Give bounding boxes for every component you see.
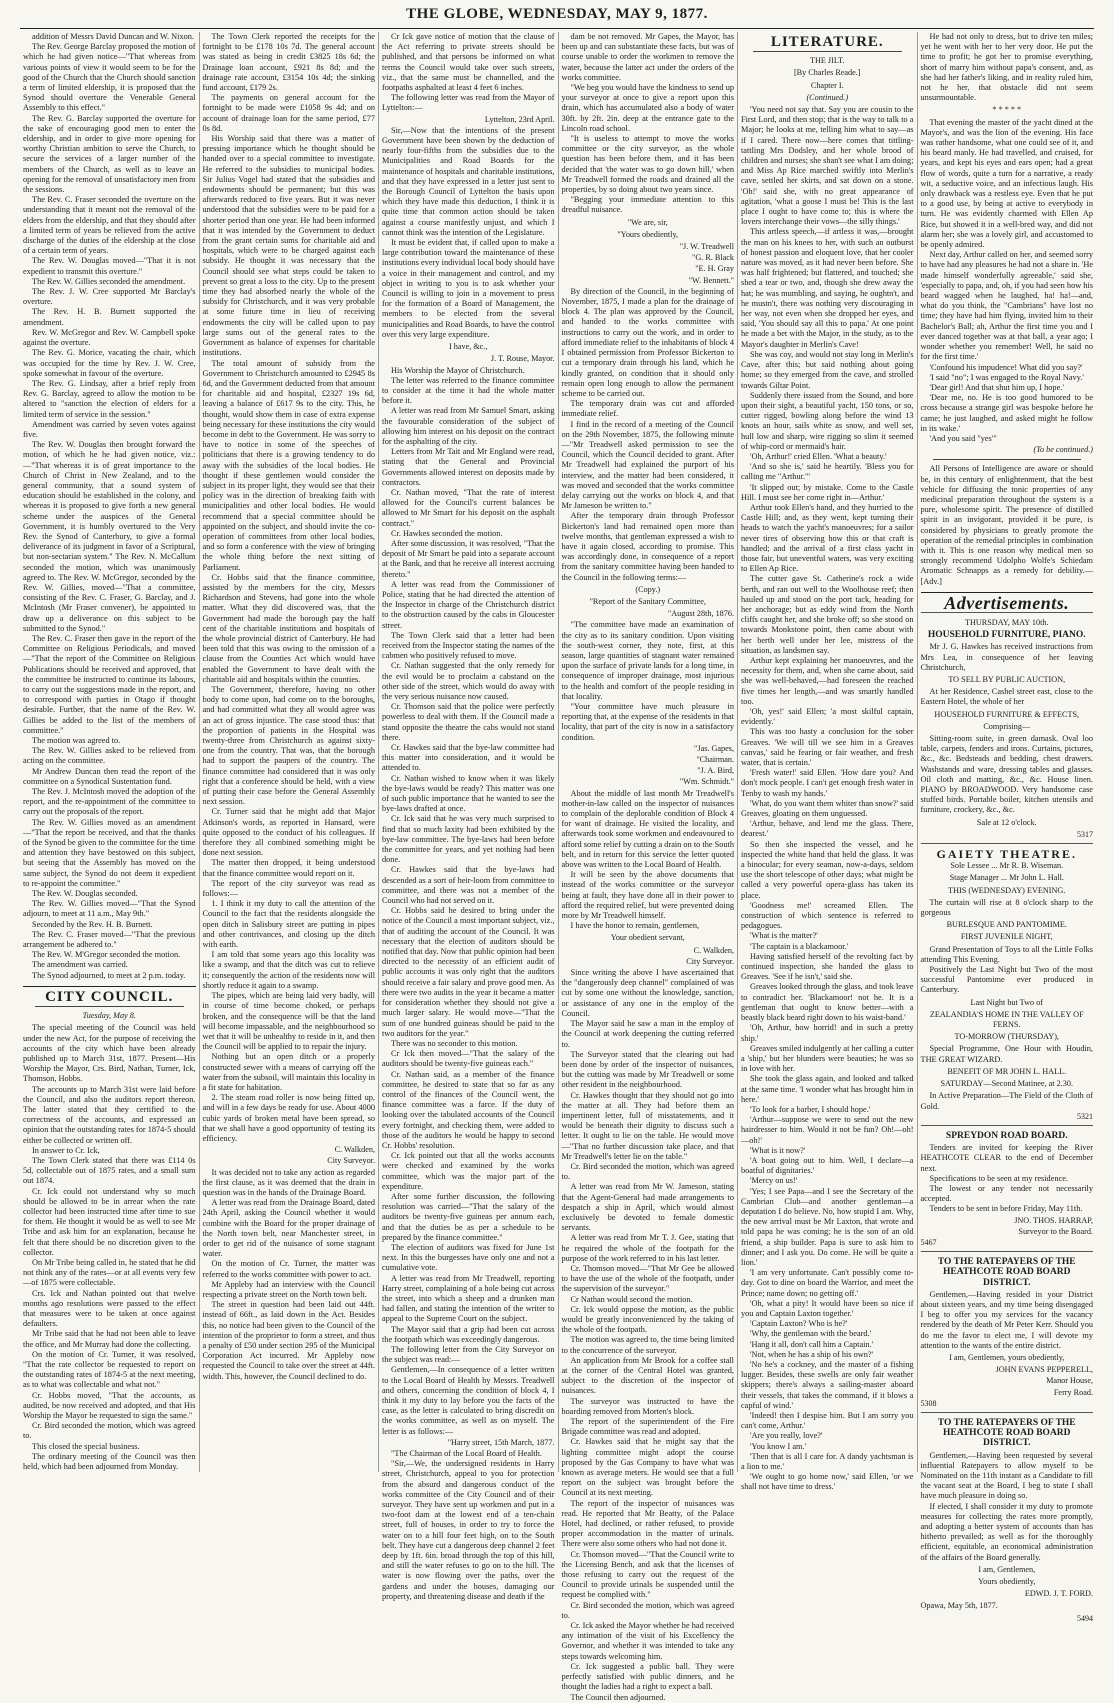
paragraph: Amendment was carried by seven votes against five. <box>23 419 196 439</box>
ad-text: Sale at 12 o'clock. <box>976 817 1037 827</box>
paragraph: 'Oh, Arthur!' cried Ellen. 'What a beauty.' <box>750 451 887 461</box>
paragraph: Cr. Thomson moved—"That Mr Gee be allowed to have the use of the whole of the footpath, under the supervision of the surveyor." <box>561 1263 734 1294</box>
paragraph: 'Oh, what a pity! It would have been so nice if you and Captain Laxton together.' <box>741 1298 914 1318</box>
paragraph: 'Goodness me!' screamed Ellen. The construction of which sentence is referred to pedagogues. <box>741 900 914 931</box>
ad-text: Gentlemen,—Having resided in your District about sixteen years, and my time being disengaged I beg to offer you my services for the vacancy rendered by the death of Mr Peter Kerr. Should you do me the favor to elect me, I will devote my attention to the wants of the entire district. <box>920 1289 1093 1350</box>
paragraph: 'Then that is all I care for. A dandy yachtsman is a lion to me.' <box>741 1451 914 1472</box>
paragraph: The Mayor said that a grip had been cut across the footpath which was exceedingly dangerous. <box>382 1324 555 1344</box>
paragraph: The pipes, which are being laid very badly, will in course of time become choked, or perhaps broken, and the consequence will be that the land will become impassable, and the neighbourhood so wet that it will be unhealthy to reside in it, and then the Council will be applied to to repair the injury. <box>202 991 375 1052</box>
ad-text: Stage Manager ... Mr John L. Hall. <box>949 873 1064 883</box>
story-title: THE JILT. <box>809 56 845 66</box>
paragraph: "The committee have made an examination of the city as to its sanitary condition. Upon visiting the south-west corner, they note, first, at this season, large quantities of stagnant water remained upon the surface of private lands for a long time, in consequence of improper drainage, most injurious to the health and comfort of the people residing in that locality. <box>561 620 734 701</box>
paragraph: Rev. W. McGregor and Rev. W. Campbell spoke against the overture. <box>23 327 196 348</box>
ad-signature: JNO. THOS. HARRAP, <box>1014 1215 1093 1225</box>
paragraph: The report of the city surveyor was read as follows:— <box>202 878 375 899</box>
ad-address: Manor House, <box>1046 1376 1093 1386</box>
ad-gaiety-theatre <box>921 843 1094 1125</box>
paragraph: Cr. Bird seconded the motion, which was agreed to. <box>561 1600 734 1620</box>
paragraph: 'Hang it all, don't call him a Captain.' <box>750 1339 874 1349</box>
paragraph: The Rev. George Barclay proposed the motion of which he had given notice—"That whereas from various points of view it would seem to be for the good of the Church that the Church should sanction a term of limited eldership, it is proposed that the Synod should overture the Venerable General Assembly to this effect." <box>23 42 196 113</box>
paragraph: Cr. Hobbs said that the finance committee, assisted by the members for the city, Messrs Richardson and Stevens, had gone into the whole matter. What they did discovered was, that the Government had made the borough pay the half cent of the charitable institutions and hospitals of the whole provincial district of Canterbury. He had been told that this was owing to the omission of a clause from the Counties Act which would have enabled the Government to have dealt with the charitable aid and hospitals within the counties. <box>202 572 375 684</box>
paragraph: She was coy, and would not stay long in Merlin's Cave, after this; but said nothing about going home; so they emerged from the cave, and strolled towards Giltar Point. <box>741 349 914 390</box>
ad-text: The curtain will rise at 8 o'clock sharp to the gorgeous <box>920 897 1093 918</box>
letter-close: I have, &c., <box>449 342 488 352</box>
paragraph: Cr. Thomson said that the police were perfectly powerless to deal with them. If the Council made a stand opposite the theatre the cabs would not stand there. <box>382 702 555 742</box>
paragraph: Cr. Hawkes thought that they should not go into the matter at all. They had before them an impertinent letter, full of misstatements, and it would be beneath their dignity to discuss such a letter. It ought to lie on the table. He would move—"That no further discussion take place, and that Mr Treadwell's letter lie on the table." <box>561 1090 734 1161</box>
columns <box>20 32 1096 1702</box>
divider <box>35 1006 184 1007</box>
paragraph: The Rev. G. Lindsay, after a brief reply from Rev. G. Barclay, agreed to allow the motion to be altered to "sanction the election of elders for a limited term of service in the session." <box>23 378 196 419</box>
paragraph: 'Dear girl! And that shut him up, I hope.' <box>929 382 1064 392</box>
paragraph: His Worship the Mayor of Christchurch. <box>391 365 525 375</box>
city-council-heading: CITY COUNCIL. <box>45 988 174 1005</box>
paragraph: Sir,—Now that the intentions of the present Government have been shown by the deduction of nearly four-fifths from the subsidies due to the Municipalities and Road Boards for the maintenance of hospitals and charitable institutions, and that they have expressed in a letter just sent to the Borough Council of Lyttelton the basis upon which they have made this deduction, I think it is quite time that common action should be taken against a course manifestly unjust, and which I cannot think was the intention of the Legislature. <box>382 125 555 237</box>
paragraph: 'What is it now?' <box>750 1145 806 1155</box>
paragraph: 'Not, when he has a ship of his own?' <box>750 1349 874 1359</box>
paragraph: Arthur kept explaining her manoeuvres, and the necessity for them, and, when she came about, said she was well-behaved,—had foreseen the reached five times her length,—and was smartly handled too. <box>741 655 914 706</box>
copy-note: (Copy.) <box>635 584 661 594</box>
letter-dateline: Lyttelton, 23rd April. <box>484 114 555 124</box>
ad-text: Last Night but Two of <box>970 997 1043 1007</box>
letter-close: "We are, sir, <box>627 217 668 227</box>
ad-signature-title: Surveyor to the Board. <box>1018 1226 1093 1236</box>
paragraph: The matter then dropped, it being understood that the finance committee would report on it. <box>202 858 375 878</box>
paragraph: 2. The steam road roller is now being fitted up, and will in a few days be ready for use. About 4000 cubic yards of broken metal have been spread, so that we shall have a good opportunity of testing its efficiency. <box>202 1093 375 1143</box>
paragraph: I have the honor to remain, gentlemen, <box>570 921 700 931</box>
paragraph: The Rev. J. McIntosh moved the adoption of the report, and the re-appointment of the committee to carry out the proposals of the report. <box>23 787 196 817</box>
paragraph: Suddenly there issued from the Sound, and bore upon their sight, a beautiful yacht, 150 tons, or so, cutter rigged, bowling along before the wind 13 knots an hour, sails white as snow, and well set, hull low and sharp, wire rigging so slim it seemed of whip-cord or mermaid's hair. <box>741 390 914 451</box>
paragraph: 'Why, the gentleman with the beard.' <box>750 1329 872 1339</box>
paragraph: The Rev. C. Fraser seconded the overture on the understanding that it meant not the removal of the elders from the eldership, and that they should after a limited term of years be relieved from the active discharge of the duties of the eldership at the close of a certain term of years. <box>23 195 196 256</box>
paragraph: "We beg you would have the kindness to send up your surveyor at once to give a report upon this drain, which has accumulated also a body of water 30ft. by 2ft. 2in. deep at the entrance gate to the Lincoln road school. <box>561 83 734 133</box>
paragraph: "It is useless to attempt to move the works committee or the city surveyor, as the whole question has been before them, and it has been decided that 'the water was to go down hill,' when Mr Treadwell formed the roads and drained all the properties, by so doing about two years since. <box>561 134 734 195</box>
paragraph: An application from Mr Brook for a coffee stall at the corner of the Central Hotel was granted, subject to the discretion of the inspector of nuisances. <box>561 1355 734 1396</box>
paragraph: 1. I think it my duty to call the attention of the Council to the fact that the residents alongside the open ditch in Salisbury street are putting in pipes and other contrivances, and closing up the ditch with earth. <box>202 899 375 950</box>
paragraph: On the motion of Cr. Turner, the matter was referred to the works committee with power to act. <box>202 1259 375 1279</box>
paragraph: "Your committee have much pleasure in reporting that, at the expense of the residents in that locality, that part of the city is now in a satisfactory condition. <box>561 702 734 742</box>
paragraph: Cr. Nathan suggested that the only remedy for the evil would be to proclaim a cabstand on the other side of the street, which would do away with the very serious nuisance now caused. <box>382 661 555 701</box>
paragraph: 'What is the matter?' <box>750 931 818 941</box>
byline: [By Charles Reade.] <box>793 68 861 78</box>
paragraph: The surveyor was instructed to have the hoarding removed from Morten's block. <box>561 1396 734 1416</box>
paragraph: 'I said "no"; I was engaged to the Royal Navy.' <box>929 372 1084 382</box>
ad-text: BURLESQUE AND PANTOMIME. <box>946 920 1067 930</box>
ad-text: Comprising— <box>983 721 1031 731</box>
paragraph: The payments on general account for the fortnight to be made were £1058 9s 4d; and on account of drainage loan for the same period, £77 0s 8d. <box>202 93 375 133</box>
paragraph: 'Arthur, behave, and lend me the glass. There, dearest.' <box>741 819 914 839</box>
to-be-continued: (To be continued.) <box>1033 445 1093 455</box>
paragraph: The Government, therefore, having no other body to come upon, had come on to the boroughs, and had committed what they all would agree was an act of gross injustice. The case stood thus: that the proportion of patients in the Hospital was twenty-three from Christchurch as against sixty-one from the country. That was, that the borough had to support the paupers of the country. The finance committee had considered that it was only right that a conference should be held, with a view of putting their case before the General Assembly next session. <box>202 685 375 807</box>
ad-signature: EDWD. J. T. FORD. <box>1024 1589 1093 1599</box>
ad-number: 5467 <box>920 1237 937 1247</box>
signatory: "Wm. Schmidt." <box>679 777 734 787</box>
paragraph: The Rev. G. Barclay supported the overture for the sake of encouraging good men to enter the eldership, and in order to give more opening for worthy Christian ambition to serve the Church, to secure the services of a larger number of the members of the Church, as well as to leave an opening for the removal of unsatisfactory men from the sessions. <box>23 113 196 195</box>
paragraph: The letter was referred to the finance committee to consider at the time it had the whole matter before it. <box>382 375 555 406</box>
paragraph: "Begging your immediate attention to this dreadful nuisance. <box>561 195 734 215</box>
continued-note: (Continued.) <box>806 92 849 102</box>
ad-title: TO THE RATEPAYERS OF THE HEATHCOTE ROAD BOARD DISTRICT. <box>937 1257 1076 1288</box>
column-2 <box>200 32 380 1472</box>
signatory: "Chairman. <box>696 755 734 765</box>
paragraph: dam be not removed. Mr Gapes, the Mayor, has been up and can substantiate these facts, but was of course unable to order the workmen to remove the water, because the latter act under the orders of the works committee. <box>561 32 734 82</box>
ad-text: If elected, I shall consider it my duty to promote measures for collecting the rates more promptly, and adopting a better system of accounts than has hitherto prevailed; as well as for the thoroughly efficient, equitable, an economical administration of the affairs of the Board generally. <box>920 1501 1093 1562</box>
paragraph: 'And so she is,' said he heartily. 'Bless you for calling me "Arthur."' <box>741 462 914 482</box>
paragraph: 'Dear me, no. He is too good humored to be cross because a strange girl was bespoke before he came; he just laughed, and asked might he follow in its wake.' <box>920 393 1093 433</box>
paragraph: The motion was agreed to. <box>32 736 121 746</box>
ad-title: GAIETY THEATRE. <box>936 847 1077 862</box>
ad-text: FIRST JUVENILE NIGHT, <box>960 932 1053 942</box>
ad-signature: JOHN EVANS PEPPERELL, <box>995 1365 1093 1375</box>
paragraph: This was too hasty a conclusion for the sober Greaves. 'We will till we see him in a Greaves canvas,' said he fearing or fair weather, and fresh water, that is certain.' <box>741 727 914 768</box>
paragraph: Greaves smiled indulgently at her calling a cutter a 'ship,' but her blunders were beauties; he was so in love with her. <box>741 1043 914 1074</box>
paragraph: 'The captain is a blackamoor.' <box>750 941 849 951</box>
ad-text: THIS (WEDNESDAY) EVENING. <box>948 885 1066 895</box>
paragraph: Cr. Hobbs said he desired to bring under the notice of the Council a most important subject, viz., that of auditing the account of the Council. It was necessary that the election of auditors should be notified that day. Now that public opinion had been directed to the necessity of an efficient audit of public accounts it was only right that the auditors should receive a fair salary and prove good men. As there were two audits in the year it became a matter for consideration whether they should not give a much larger salary. He would move—"That the sum of one hundred guineas should be paid to the two auditors for the year." <box>382 906 555 1038</box>
ad-text: Tenders are invited for keeping the River HEATHCOTE CLEAR to the end of December next. <box>920 1143 1093 1173</box>
ad-text: Gentlemen,—Having been requested by several influential Ratepayers to allow myself to be Nominated on the 11th instant as a Candidate to fill the vacant seat at the Board, I beg to state I shall have much pleasure in doing so. <box>920 1450 1093 1501</box>
column-6 <box>918 32 1097 1623</box>
divider <box>933 459 1082 460</box>
paragraph: There was no seconder to this motion. <box>391 1038 518 1048</box>
column-1 <box>20 32 200 1472</box>
paragraph: I find in the record of a meeting of the Council on the 29th November, 1875, the following minute—"Mr Treadwell asked permission to see the Council, which the Council decided to grant. After Mr Treadwell had explained the purport of his interview, and the matter had been considered, it was moved and seconded that the works committee delay carrying out the works on block 4, and that Mr Jameson be written to." <box>561 419 734 511</box>
paragraph: The Rev. W. Gillies seconded the amendment. <box>32 276 186 286</box>
paragraph: Cr. Ick said that he was very much surprised to find that so much laxity had been exhibited by the bye-law committee. The bye-laws had been before the committee for years, and yet nothing had been done. <box>382 814 555 865</box>
paragraph: Mr Tribe said that he had not been able to leave the office, and Mr Murray had done the collecting. <box>23 1329 196 1349</box>
paragraph: Cr. Ick could not understand why so much should be allowed to be in arrear when the rate collector had been instructed time after time to sue for them. He thought it would be as well to see Mr Tribe and ask him for an explanation, because he felt that there should be no discretion given to the collector. <box>23 1186 196 1257</box>
paragraph: Since writing the above I have ascertained that the "dangerously deep channel" complained of was cut by some one without the knowledge, sanction, or assistance of any one in the employ of the Council. <box>561 968 734 1018</box>
paragraph: The Rev. W. Douglas then brought forward the motion, of which he he had given notice, viz.:—"That whereas it is of great importance to the Church of Christ in New Zealand, and to the general community, that a sound system of education should be established in the colony, and whereas it is proposed to give forth a new general scheme under the auspices of the General Government, it is humbly overtured to the Very Rev. the Synod of Canterbury, to give a formal deliverance of its judgment in favor of a Scriptural, but non-sectarian system." The Rev. N. McCallum seconded the motion, which was unanimously agreed to. The Rev. W. McGregor, seconded by the Rev. W. Gillies, moved—"That a committee, consisting of the Rev. C. Fraser, G. Barclay, and J. McIntosh (Mr Fraser convener), be appointed to draw up a deliverance on this subject to be submitted to the Synod." <box>23 440 196 633</box>
paragraph: 'I am very unfortunate. Can't possibly come to-day. Got to dine on board the Warrior, and meet the Prince; name down; no getting off.' <box>741 1268 914 1298</box>
ad-address: Ferry Road. <box>1053 1387 1093 1397</box>
paragraph: After some discussion, it was resolved, "That the deposit of Mr Smart be paid into a separate account at the Bank, and that he receive all interest accruing thereto." <box>382 538 555 579</box>
paragraph: The Town Clerk stated that there was £114 0s 5d, collectable out of 1875 rates, and a small sum out 1874. <box>23 1155 196 1186</box>
paragraph: Cr. Nathan wished to know when it was likely the bye-laws would be ready? This matter was one of such public importance that he wanted to see the bye-laws drafted at once. <box>382 773 555 814</box>
paragraph: The special meeting of the Council was held under the new Act, for the purpose of receiving the accounts of the city which have been already published up to March 31st, 1877. Present—His Worship the Mayor, Crs. Bird, Nathan, Turner, Ick, Thomson, Hobbs. <box>23 1023 196 1084</box>
paragraph: The ordinary meeting of the Council was then held, which had been adjourned from Monday. <box>23 1451 196 1472</box>
paragraph: Letters from Mr Tait and Mr England were read, stating that the General and Provincial Governments allowed interest on deposits made by contractors. <box>382 447 555 487</box>
column-3 <box>379 32 559 1601</box>
paragraph: 'It slipped out; by mistake. Come to the Castle Hill. I must see her come right in—Arthur.' <box>741 482 914 502</box>
paragraph: The Rev. W. M'Gregor seconded the motion. <box>32 950 181 960</box>
ad-text: Special Programme, One Hour with Houdin, THE GREAT WIZARD. <box>920 1044 1093 1064</box>
paragraph: The amendment was carried. <box>32 960 128 970</box>
ad-text: TO SELL BY PUBLIC AUCTION, <box>948 674 1066 684</box>
ad-heathcote-ratepayers-2 <box>921 1412 1094 1627</box>
paragraph: 'No he's a cockney, and the master of a fishing lugger. Besides, these swells are only fair weather skippers; there's always a sailing-master aboard their vessels, that takes the command, if it blows a capful of wind.' <box>741 1360 914 1410</box>
section-divider <box>23 986 196 987</box>
ad-text: BENEFIT OF MR JOHN L. HALL. <box>947 1066 1067 1076</box>
advertisements-heading: Advertisements. <box>944 592 1070 613</box>
paragraph: The Rev. C. Fraser then gave in the report of the Committee on Religious Periodicals, and moved—"That the report of the Committee on Religious Publications should be received and approved, that the committee be instructed to continue its labours, to carry out the suggestions made in the report, and to correspond with parties in Otago if thought desirable. Further, that the name of the Rev. W. Gillies be added to the list of the members of committee." <box>23 633 196 735</box>
paragraph: 'Indeed! then I despise him. But I am sorry you can't come, Arthur.' <box>741 1411 914 1431</box>
paragraph: Mr Appleby had an interview with the Council respecting a private street on the North town belt. <box>202 1279 375 1299</box>
paragraph: The Mayor said he saw a man in the employ of the Council at work deepening the cutting referred to. <box>561 1019 734 1049</box>
paragraph: Cr Ick then moved—"That the salary of the auditors should be twenty-five guineas each." <box>382 1049 555 1069</box>
ad-spreydon-road-board <box>921 1125 1094 1251</box>
paragraph: A letter was read from Mr W. Jameson, stating that the Agent-General had made arrangements to despatch a ship in April, which would almost exclusively be devoted to female domestic servants. <box>561 1182 734 1233</box>
ad-text: Mr J. G. Hawkes has received instructions from Mrs Lea, in consequence of her leaving Christchurch, <box>920 642 1093 672</box>
ad-title: SPREYDON ROAD BOARD. <box>945 1130 1068 1141</box>
paragraph: She took the glass again, and looked and talked at the same time. 'I wonder what has brought him in here.' <box>741 1074 914 1104</box>
paragraph: 'Are you really, love?' <box>750 1431 823 1441</box>
paragraph: Greaves looked through the glass, and took leave to contradict her. 'Blackamoor! not he. It is a gentleman that ought to know better—with a beastly black beard right down to his waist-band.' <box>741 982 914 1023</box>
paragraph: Cr. Ick suggested a public ball. They were perfectly satisfied with public dinners, and he thought the ladies had a right to expect a ball. <box>561 1661 734 1692</box>
paragraph: Cr Nathan would second the motion. <box>570 1294 693 1304</box>
ad-number: 5317 <box>1077 829 1093 839</box>
paragraph: The Rev. J. W. Cree supported Mr Barclay's overture. <box>23 287 196 307</box>
paragraph: Cr. Hobbs moved, "That the accounts, as audited, be now received and adopted, and that His Worship the Mayor be requested to sign the same." <box>23 1390 196 1421</box>
paragraph: The Rev. G. Morice, vacating the chair, which was occupied for the time by Rev. J. W. Cree, spoke somewhat in favour of the overture. <box>23 348 196 378</box>
signatory: "E. H. Gray <box>695 264 734 274</box>
paragraph: The Rev. W. Douglas moved—"That it is not expedient to transmit this overture." <box>23 256 196 276</box>
ad-text: Sitting-room suite, in green damask. Oval loo table, carpets, fenders and irons. Curtains, pictures, &c., &c. Bedsteads and bedding, chest drawers. Washstands and ware, dressing tables and glasses. Oil cloth and matting, &c., &c. House linen. PIANO by BROADWOOD. Very handsome case stuffed birds. Portable boiler, kitchen utensils and furniture, crockery, &c., &c. <box>920 734 1093 815</box>
paragraph: Having satisfied herself of the revolting fact by continued inspection, she handed the glass to Greaves. 'See if he isn't,' said she. <box>741 951 914 982</box>
paragraph: About the middle of last month Mr Treadwell's mother-in-law called on the inspector of nuisances to complain of the deplorable condition of Block 4 for want of drainage. He visited the locality, and afterwards took some workmen and endeavoured to afford some relief by cutting a drain on to the South belt, and in return for this service the letter quoted above was written to the Local Board of Health. <box>561 788 734 870</box>
paragraph: Cr. Ick asked the Mayor whether he had received any intimation of the visit of his Excellency the Governor, and whether it was intended to take any steps towards welcoming him. <box>561 1621 734 1661</box>
paragraph: The election of auditors was fixed for June 1st next. In this the burgesses have only one and not a cumulative vote. <box>382 1242 555 1273</box>
ad-date: Opawa, May 5th, 1877. <box>920 1601 998 1611</box>
paragraph: The temporary drain was cut and afforded immediate relief. <box>561 399 734 419</box>
signature-title: City Surveyor. <box>327 1156 375 1166</box>
paragraph: It was decided not to take any action as regarded the first clause, as it was deemed that the drain in question was in the hands of the Drainage Board. <box>202 1167 375 1197</box>
paragraph: The accounts up to March 31st were laid before the Council, and also the auditors report thereon. The latter stated that they certified to the correctness of the accounts, and expressed an opinion that the outstanding rates for 1874-5 should either be collected or written off. <box>23 1084 196 1145</box>
paragraph: The following letter was read from the Mayor of Lyttelton:— <box>382 93 555 113</box>
paragraph: It will be seen by the above documents that instead of the works committee or the surveyor being at fault, they have done all in their power to afford the required relief, but were prevented doing more by Mr Treadwell himself. <box>561 870 734 921</box>
paragraph: Cr. Turner said that he might add that Major Atkinson's words, as reported in Hansard, were quite opposed to the conduct of his colleagues. If therefore they all combined something might be done next session. <box>202 807 375 858</box>
paragraph: Cr. Bird seconded the motion, which was agreed to. <box>561 1161 734 1182</box>
letter-close: "Yours obediently, <box>617 229 679 239</box>
paragraph: 'What, do you want them whiter than snow?' said Greaves, gloating on them unguessed. <box>741 798 914 819</box>
paragraph: 'Mercy on us!' <box>750 1176 798 1186</box>
paragraph: Cr. Ick pointed out that all the works accounts were checked and examined by the works committee, which was the major part of the expenditure. <box>382 1151 555 1191</box>
paragraph: This artless speech,—if artless it was,—brought the man on his knees to her, with such an outburst of honest passion and eloquent love, that her cooler nature was moved, as it had never been before. She was half frightened; but flattered, and touched; she shed a tear or two, and, though she drew away the hat; he was mumbling, and saying, he oughtn't, and he mustn't, there was nothing very discouraging in her way, not even when she dropped her eyes, and said, 'You should say all this to papa.' At one point he made a bet with the Major, in the study, as to the Mayor's daughter in Merlin's Cave! <box>741 227 914 349</box>
paragraph: A letter was read from Mr Samuel Smart, asking the favourable consideration of the subject of allowing him interest on his deposit on the contract for the asphalting of the city. <box>382 406 555 446</box>
ad-text: ZEALANDIA'S HOME IN THE VALLEY OF FERNS. <box>929 1009 1084 1030</box>
paragraph: The Synod adjourned, to meet at 2 p.m. today. <box>32 970 186 980</box>
ad-text: Yours obediently, <box>978 1577 1036 1587</box>
report-title: "Report of the Sanitary Committee, <box>589 596 706 606</box>
ad-text: Tenders to be sent in before Friday, May 11th. <box>929 1204 1083 1214</box>
paragraph: 'Oh, yes!' said Ellen; 'a most skilful captain, evidently.' <box>741 707 914 727</box>
paragraph: After some further discussion, the following resolution was carried—"That the salary of the auditors be twenty-five guineas per annum each, and that the duties be as per a schedule to be prepared by the finance committee." <box>382 1191 555 1242</box>
paragraph: It must be evident that, if called upon to make a large contribution toward the maintenance of these institutions every individual local body should have a voice in their management and control, and my object in writing to you is to ask whether your Council is willing to join in a movement to press for the formation of a Board of Management, the members to be elected from the several municipalities and Road Boards, to have the control over this very large expenditure. <box>382 238 555 339</box>
signatory: "G. R. Black <box>691 253 734 263</box>
paragraph: A letter was read from Mr T. J. Gee, stating that he required the whole of the footpath for the purpose of the work referred to in his last letter. <box>561 1233 734 1263</box>
paragraph: Cr. Hawkes said that the bye-laws had descended as a sort of heir-loom from committee to committee, and there was not a member of the Council who had not served on it. <box>382 865 555 906</box>
paragraph: The motion was agreed to, the time being limited to the concurrence of the surveyor. <box>561 1335 734 1355</box>
paragraph: The Town Clerk said that a letter had been received from the Inspector stating the names of the cabmen who positively refused to move. <box>382 630 555 661</box>
ad-text: Positively the Last Night but Two of the most successful Pantomime ever produced in Canterbury. <box>920 965 1093 995</box>
paragraph: Cr Ick gave notice of motion that the clause of the Act referring to private streets should be published, and that persons be informed on what terms the Council would take over such streets, viz., that the same must be channelled, and the footpaths asphalted at least 4 feet 6 inches. <box>382 32 555 93</box>
letter-close: Your obedient servant, <box>610 933 685 943</box>
signature: C. Walkden, <box>334 1145 375 1155</box>
literature-heading: LITERATURE. <box>770 34 884 50</box>
ad-text: HOUSEHOLD FURNITURE & EFFECTS, <box>934 709 1080 719</box>
paragraph: Cr. Nathan said, as a member of the finance committee, he desired to state that so far as any control of the finances of the Council went, the finance committee was a farce. If the duty of looking over the tabulated accounts of the Council every fortnight, and checking them, were added to those of the auditors he would be happy to second Cr. Hobbs' resolution. <box>382 1069 555 1150</box>
paragraph: The Rev. H. B. Burnett supported the amendment. <box>23 307 196 327</box>
column-4 <box>559 32 739 1702</box>
chapter-heading: Chapter I. <box>810 80 844 90</box>
ad-number: 5308 <box>920 1398 937 1408</box>
paragraph: The street in question had been laid out 44ft. instead of 66ft., as laid down in the Act. Besides this, no notice had been given to the Council of the intention of the proprietor to form a street, and thus a penalty of £50 under section 295 of the Municipal Corporation Act incurred. Mr Appleby now requested the Council to take over the street at 44ft. width. This, however, the Council declined to do. <box>202 1300 375 1381</box>
paragraph: Cr. Nathan moved, "That the rate of interest allowed for the Council's current balances be allowed to Mr Smart for his deposit on the asphalt contract." <box>382 487 555 528</box>
ad-text: Grand Presentation of Toys to all the Little Folks attending This Evening. <box>920 944 1093 964</box>
ad-text: I am, Gentlemen, <box>978 1564 1036 1574</box>
ad-text: In Active Preparation—The Field of the Cloth of Gold. <box>920 1091 1093 1111</box>
paragraph: 'To look for a barber, I should hope.' <box>750 1104 871 1114</box>
paragraph: The Rev. W. Douglas seconded. <box>32 889 138 899</box>
paragraph: After the temporary drain through Professor Bickerton's land had remained open more than twelve months, that gentleman expressed a wish to have it again closed, according to promise. This was accordingly done, in consequence of a report from the sanitary committee having been handed to the Council in the following terms:— <box>561 511 734 582</box>
paragraph: Cr. Thomson moved—"That the Council write to the Licensing Bench, and ask that the licenses of those refusing to carry out the request of the Council to provide urinals be suspended until the request be complied with." <box>561 1549 734 1600</box>
signature: J. T. Rouse, Mayor. <box>490 354 555 364</box>
divider <box>753 51 902 52</box>
column-5 <box>738 32 918 1492</box>
paragraph: The Rev. W. Gillies moved—"That the Synod adjourn, to meet at 11 a.m., May 9th." <box>23 899 196 919</box>
paragraph: On Mr Tribe being called in, he stated that he did not think any of the rates—or at all events very few—of 1875 were collectable. <box>23 1257 196 1288</box>
paragraph: Cr. Hawkes seconded the motion. <box>391 528 503 538</box>
ad-household-furniture <box>921 612 1094 843</box>
paragraph: Cr. Hawkes said that the bye-law committee had this matter into consideration, and it would be attended to. <box>382 743 555 773</box>
signatory: "Jas. Gapes, <box>694 743 734 753</box>
paragraph: This closed the special business. <box>32 1441 140 1451</box>
paragraph: Cr. Bird seconded the motion, which was agreed to. <box>23 1421 196 1441</box>
paragraph: Nothing but an open ditch or a properly constructed sewer with a means of carrying off the water from the subsoil, will maintain this locality in a fit state for habitation. <box>202 1052 375 1092</box>
paragraph: 'You need not say that. Say you are cousin to the First Lord, and then stop; that is the way to talk to a Major; he looks at me, telling him what to say—as if I cared. There now—here comes that tittling-tattling Mrs Dodsley, and her whole brood of children and nurses; she shan't see what I am doing; and Miss Ap Rice marched swiftly into Merlin's cave, settled her skirts, and sat down on a stone. 'Oh!' said she, with no great appearance of agitation, 'what a goose I must be! This is the last place I ought to have come to; this is where the lovers interchange their vows—the silly things.' <box>741 105 914 227</box>
paragraph: The Surveyor stated that the clearing out had been done by order of the inspector of nuisances, but the cutting was made by Mr Treadwell or some other resident in the neighbourhood. <box>561 1049 734 1090</box>
paragraph: The Rev. W. Gillies moved as an amendment—"That the report be received, and that the thanks of the Synod be given to the committee for the time and attention they have bestowed on this subject, but seeing that the Assembly has moved on the same subject, the Synod do not deem it expedient to re-appoint the committee." <box>23 817 196 888</box>
paragraph: On the motion of Cr. Turner, it was resolved, "That the rate collector be requested to report on the outstanding rates of 1874-5 at the next meeting, as to what was collectable and what not." <box>23 1349 196 1390</box>
paragraph: The Council then adjourned. <box>570 1692 666 1702</box>
paragraph: By direction of the Council, in the beginning of November, 1875, I made a plan for the drainage of block 4. The plan was approved by the Council, and handed to the works committee with instructions to carry out the work, and in order to afford immediate relief to the inhabitants of block 4 I obtained permission from Professor Bickerton to cut a temporary drain through his land, which he kindly granted, on condition that it should only remain open long enough to allow the permanent scheme to be carried out. <box>561 286 734 398</box>
paragraph: His Worship said that there was a matter of pressing importance which he thought should be handed over to a special committee to investigate. He referred to the subsidies to municipal bodies. Sir Julius Vogel had stated that the subsidies and endowments should be permanent; but this was afterwards reduced to five years. But it was never understood that the subsidies were to be paid for a shorter period than one year. He had been informed that it was intended by the Government to deduct from the grant certain sums for charitable aid and hospitals, which were to be charged against each subsidy. He thought it was necessary that the Council should see what steps could be taken to prevent so great a loss to the city. Up to the present time they had absorbed nearly the whole of the subsidy for Christchurch, and it was very probable at some future time in lieu of receiving endowments the city will be called upon to pay large sums out of the general rates to the Government as balance of expenses for charitable institutions. <box>202 134 375 358</box>
paragraph: The report of the superintendent of the Fire Brigade committee was read and adopted. <box>561 1417 734 1437</box>
paragraph: A letter was read from the Drainage Board, dated 24th April, asking the Council whether it would combine with the Board for the proper drainage of the North town belt, near Manchester street, in order to get rid of the nuisance of some stagnant water. <box>202 1198 375 1259</box>
ad-text: TO-MORROW (THURSDAY), <box>954 1032 1059 1042</box>
ad-number: 5494 <box>1077 1613 1093 1623</box>
paragraph: The Rev. W. Gillies asked to be relieved from acting on the committee. <box>23 746 196 766</box>
ad-text: Specifications to be seen at my residence. <box>929 1173 1068 1183</box>
paragraph: Next day, Arthur called on her, and seemed sorry to have had any pleasures he had not a share in. 'He made himself wonderfully agreeable,' said she, 'especially to papa, and, oh, if you had seen how his beard wagged when he laughed, ha! ha!—and, what do you think, the "Cambrians" have lost no time; they have had him flying, invited him to their Bachelor's Ball; ah, Arthur the first time you and I ever danced together was at that ball, a year ago; I wonder whether you remember! Well, he said no for the first time.' <box>920 250 1093 362</box>
paragraph: So then she inspected the vessel, and he inspected the white hand that held the glass. It was a binocular; for every seaman, now-a-days, seldom use the short telescope of other days; what might be called a very powerful opera-glass has taken its place. <box>741 839 914 900</box>
paragraph: 'Arthur—suppose we were to send out the new hairdresser to him. Would it not be fun? Oh!—oh!—oh!' <box>741 1115 914 1145</box>
paragraph: 'Oh, Arthur, how horrid! and in such a pretty ship.' <box>741 1023 914 1043</box>
paragraph: 'A boat going out to him. Well, I declare—a boatful of dignitaries.' <box>741 1155 914 1176</box>
ad-text: At her Residence, Cashel street east, close to the Eastern Hotel, the whole of her <box>920 687 1093 707</box>
paragraph: "Sir,—We, the undersigned residents in Harry street, Christchurch, appeal to you for protection from the absurd and dangerous conduct of the works committee of the City Council and of their surveyor. They have sent up workmen and put in a two-foot dam at the lowest end of a ten-chain street, full of houses, in order to try to force the water on to a hill four feet high, on to the South belt. They have cut a dangerous deep channel 2 feet deep by 1ft. 6in. broad through the top of this hill, and still the water refuses to go on to the hill. The water is now flowing over the paths, over the gardens and under the houses, damaging our property, and threatening disease and death if the <box>382 1459 555 1601</box>
signatory: "J. A. Bird, <box>697 766 734 776</box>
paragraph: Seconded by the Rev. H. B. Burnett. <box>32 919 153 929</box>
paragraph: In answer to Cr. Ick, <box>32 1145 100 1155</box>
paragraph: The cutter gave St. Catherine's rock a wide berth, and ran out well to the Woolhouse reef; then hauled up and stood on the port tack, heading for her anchorage; but as eddy wind from the North cliffs caught her, and she broke off; so she stood on towards Monkstone point, then came about with her berth well under her lee, mistress of the situation, as landsmen say. <box>741 574 914 655</box>
paragraph: The report of the inspector of nuisances was read. He reported that Mr Beatty, of the Palace Hotel, had declined, or rather refused, to provide proper accommodation in the matter of urinals. There were also some others who had not done it. <box>561 1498 734 1549</box>
ad-title: HOUSEHOLD FURNITURE, PIANO. <box>927 630 1086 641</box>
signatory: "W. Bennett." <box>688 275 734 285</box>
masthead: THE GLOBE, WEDNESDAY, MAY 9, 1877. <box>20 6 1094 29</box>
paragraph: Arthur took Ellen's hand, and they hurried to the Castle Hill; and, as they went, kept turning their heads to watch the yacht's manoeuvres; for a sailor never tires of observing how this or that craft is handled; and the arrival of a first class yacht in those fair, but uneventful waters, was very exciting to Ellen Ap Rice. <box>741 502 914 574</box>
paragraph: Cr. Hawkes said that he might say that the lighting committee might adopt the course proposed by the Gas Company to have what was known as average meters. He would see that a full report on the subject was brought before the Council at its next meeting. <box>561 1437 734 1498</box>
paragraph: I am told that some years ago this locality was like a swamp, and that the ditch was cut to relieve it; consequently the action of the residents now will shortly reduce it again to a swamp. <box>202 950 375 990</box>
ad-date: THURSDAY, MAY 10th. <box>964 617 1049 627</box>
ad-text: The lowest or any tender not necessarily accepted. <box>920 1183 1093 1204</box>
paragraph: All Persons of Intelligence are aware or should be, in this century of enlightenment, that the best vehicle for diffusing the tonic properties of any medicinal preparation throughout the system is a pure, wholesome spirit. The presence of distilled spirit in an invigorant, provided it be pure, is considered by physicians to greatly promote the operation of the remedial principles in combination with it. This is one reason why medical men so strongly recommend Udolpho Wolfe's Schiedam Aromatic Schnapps as a remedy for debility.—[Adv.] <box>920 464 1093 586</box>
signatory: "J. W. Treadwell <box>679 242 734 252</box>
ad-text: SATURDAY—Second Matinee, at 2.30. <box>940 1079 1073 1089</box>
paragraph: 'Captain Laxton? Who is he?' <box>750 1319 848 1329</box>
ad-heathcote-ratepayers-1 <box>921 1251 1094 1412</box>
paragraph: addition of Messrs David Duncan and W. Nixon. <box>32 32 194 41</box>
paragraph: Mr Andrew Duncan then read the report of the committee on a Synodical Sustentation fund. <box>23 766 196 786</box>
paragraph: A letter was read from the Commissioner of Police, stating that he had directed the attention of the Inspector in charge of the Christchurch district to the obstruction caused by the cabs in Gloucester street. <box>382 579 555 630</box>
paragraph: The Rev. C. Fraser moved—"That the previous arrangement be adhered to." <box>23 929 196 950</box>
section-break: * * * * * <box>992 105 1022 115</box>
ad-text: I am, Gentlemen, yours obediently, <box>949 1352 1065 1362</box>
signature: C. Walkden, <box>693 945 734 955</box>
paragraph: 'Fresh water!' said Ellen. 'How dare you? And don't mock people. I can't get enough fresh water in Tenby to wash my hands.' <box>741 768 914 798</box>
ad-text: Sole Lessee ... Mr R. B. Wiseman. <box>950 861 1064 871</box>
paragraph: The following letter from the City Surveyor on the subject was read:— <box>382 1345 555 1365</box>
paragraph: He had not only to dress, but to drive ten miles; yet he went with her to her very door. He put the time to profit; he got her to promise everything, short of marry him without papa's consent, and, as she had her father's liking, and in reality ruled him, not he her, that obstacle did not seem unsurmountable. <box>920 32 1093 103</box>
report-date: "August 28th, 1876. <box>667 609 734 619</box>
paragraph: "The Chairman of the Local Board of Health. <box>391 1449 542 1459</box>
ad-title: TO THE RATEPAYERS OF THE HEATHCOTE ROAD BOARD DISTRICT. <box>937 1417 1076 1449</box>
dateline: Tuesday, May 8. <box>82 1011 136 1021</box>
letter-dateline: "Harry street, 15th March, 1877. <box>447 1437 555 1447</box>
paragraph: A letter was read from Mr Treadwell, reporting Harry street, complaining of a hole being cut across the street, into which a sheep and a drunken man had fallen, and stating the intention of the writer to appeal to the Supreme Court on the subject. <box>382 1273 555 1324</box>
ad-number: 5321 <box>1077 1111 1093 1121</box>
paragraph: The total amount of subsidy from the Government to Christchurch amounted to £2945 8s 6d, and the Government deducted from that amount for charitable aid and hospital, £2327 19s 6d, leaving a balance of £617 9s to the city. This, he thought, would show them in case of extra expense being necessary for these institutions the city would become in debt to the Government. He was sorry to have to notice in some of the speeches of politicians that there is a growing tendency to do away with the subsidies of the local bodies. He thought if these gentlemen would consider the subject in its proper light, they would see that their policy was in the direction of breaking faith with municipalities and other local bodies. He would recommend that a special committee should be appointed on the subject, and should invite the co-operation of committees from other local bodies, and so form a conference with the view of bringing the whole thing before the next sitting of Parliament. <box>202 358 375 572</box>
paragraph: Crs. Ick and Nathan pointed out that twelve months ago resolutions were passed to the effect that measures were to be taken at once against defaulters. <box>23 1288 196 1329</box>
signature-title: City Surveyor. <box>686 956 734 966</box>
paragraph: Gentlemen,—In consequence of a letter written to the Local Board of Health by Messrs. Treadwell and others, concerning the condition of block 4, I think it my duty to lay before you the facts of the case, as the letter is calculated to bring discredit on the works committee, as well as on myself. The letter is as follows:— <box>382 1365 555 1436</box>
paragraph: 'Confound his impudence! What did you say?' <box>929 362 1083 372</box>
paragraph: Cr. Ick would oppose the motion, as the public would be greatly inconvenienced by the taking of the whole of the footpath. <box>561 1304 734 1335</box>
paragraph: 'We ought to go home now,' said Ellen, 'or we shall not have time to dress.' <box>741 1472 914 1492</box>
paragraph: The Town Clerk reported the receipts for the fortnight to be £178 10s 7d. The general account was stated as being in credit £3825 18s 6d; the Drainage loan account, £921 8s 8d; and the drainage rate account, £3154 10s 4d; the sinking fund account, £179 2s. <box>202 32 375 93</box>
paragraph: That evening the master of the yacht dined at the Mayor's, and was the lion of the evening. His face was rather handsome, what one could see of it, and his beard manly. He had travelled, and cruised, for years, and kept his eyes and ears open; had a great flow of words, quite a turn for a narrative, a ready wit, a seductive voice, and an infectious laugh. His only drawback was a restless eye. Even that he put to a good use, by being at active to everybody in turn. He was evidently charmed with Ellen Ap Rice, but showed it in a well-bred way, and did not alarm her; she was a lovely girl, and accustomed to be openly admired. <box>920 117 1093 250</box>
paragraph: 'Yes; I see Papa—and I see the Secretary of the Cambrian Club—and another gentleman—a deputation I do believe. No, how stupid I am. Why, the new arrival must be Mr Laxton, that wrote and told papa he was coming; he is the son of an old friend, a ship builder. Papa is sure to ask him to dinner; and I ask you. Do come. He will be quite a lion.' <box>741 1186 914 1267</box>
paragraph: 'And you said "yes"' <box>929 433 997 443</box>
paragraph: 'You know I am.' <box>750 1441 807 1451</box>
